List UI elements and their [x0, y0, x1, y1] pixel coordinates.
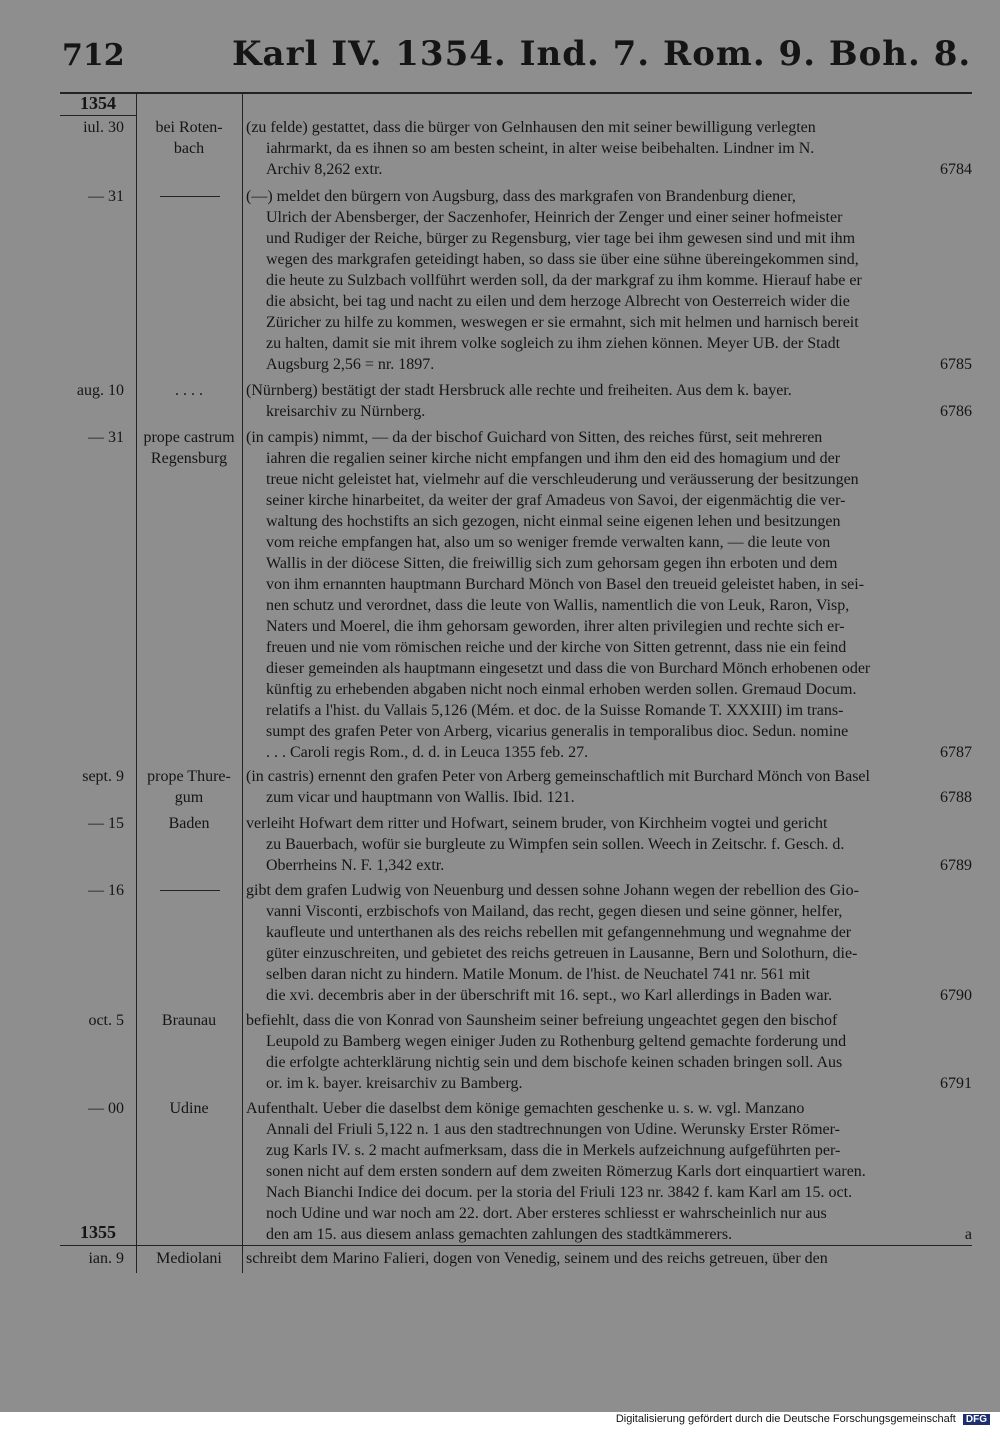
- entry-text-line: [246, 312, 972, 333]
- entry-text-line: [246, 574, 972, 595]
- footer-text: Digitalisierung gefördert durch die Deutsche Forschungsgemeinschaft: [615, 1413, 956, 1425]
- entry-text: [246, 813, 972, 876]
- entry-text-line: [246, 354, 972, 375]
- entry-date: — 31: [88, 188, 124, 205]
- entry-text-line: [246, 448, 972, 469]
- entry-place-line: Udine: [169, 1100, 209, 1117]
- entry-place: [139, 380, 239, 401]
- year-label-1354: 1354: [80, 93, 116, 113]
- entry-text-line-content: seiner kirche hinarbeitet, da weiter der graf Amadeus von Savoi, der eigenmächtig die ver-: [266, 492, 846, 509]
- entry-text-line-content: Leupold zu Bamberg wegen einiger Juden zu Rothenburg geltend gemachte forderung und: [266, 1033, 847, 1050]
- entry-text-line: [246, 637, 972, 658]
- entry-text-line: [246, 249, 972, 270]
- entry-text-line-content: die erfolgte achterklärung nichtig sein und dem bischofe keinen schaden bringen soll. Aus: [266, 1054, 843, 1071]
- entry-text-line-content: zu Bauerbach, wofür sie burgleute zu Wimpfen sein sollen. Weech in Zeitschr. f. Gesch. d.: [266, 836, 845, 853]
- entry-text-line-content: freuen und nie vom römischen reiche und der kirche von Sitten getrennt, dass nie ein feind: [266, 639, 847, 656]
- running-head: Karl IV. 1354. Ind. 7. Rom. 9. Boh. 8.: [232, 34, 972, 74]
- entry-text-line: [246, 333, 972, 354]
- entry-text-line: [246, 922, 972, 943]
- year-label-1355: 1355: [80, 1222, 116, 1242]
- entry-text-line: [246, 1052, 972, 1073]
- entry-text-line: [246, 721, 972, 742]
- entry-text-line: [246, 766, 972, 787]
- entry-text-line-content: nen schutz und verordnet, dass die leute von Wallis, namentlich die von Leuk, Raron, Visp,: [266, 597, 850, 614]
- entry-text-line-content: die heute zu Sulzbach vollführt werden soll, da der markgraf zu ihm komme. Hierauf habe er: [266, 272, 862, 289]
- entry-text-line: [246, 880, 972, 901]
- entry-text: [246, 1010, 972, 1094]
- entry-number: 6785: [940, 356, 972, 373]
- entry-date: sept. 9: [82, 768, 124, 785]
- entry-text-line-content: die absicht, bei tag und nacht zu eilen und dem herzoge Albrecht von Oesterreich wider die: [266, 293, 850, 310]
- entry-text-line: [246, 117, 972, 138]
- entry-number: 6790: [940, 987, 972, 1004]
- entry-text: [246, 380, 972, 422]
- entry-date: — 31: [88, 429, 124, 446]
- entry-text-line-content: von ihm ernannten hauptmann Burchard Mönch von Basel den treueid geleistet haben, in sei-: [266, 576, 865, 593]
- entry-text-line-content: selben daran nicht zu hindern. Matile Monum. de l'hist. de Neuchatel 741 nr. 561 mit: [266, 966, 811, 983]
- entry-text-line: [246, 964, 972, 985]
- entry-text-line: [246, 679, 972, 700]
- entry-text-line: [246, 1073, 972, 1094]
- entry-text-line: [246, 532, 972, 553]
- entry-text-line: [246, 1119, 972, 1140]
- entry-text-line-content: noch Udine und war noch am 22. dort. Aber ersteres schliesst er wahrscheinlich nur aus: [266, 1205, 827, 1222]
- entry-text-line-content: Ulrich der Abensberger, der Saczenhofer, Heinrich der Zenger und einer seiner hofmeister: [266, 209, 843, 226]
- entry-text-line-content: künftig zu erhebenden abgaben nicht noch einmal erhoben werden sollen. Gremaud Docum.: [266, 681, 857, 698]
- entry-text: [246, 427, 972, 763]
- entry-text-line: [246, 1098, 972, 1119]
- entry-place: [139, 1098, 239, 1119]
- entry-number: 6789: [940, 857, 972, 874]
- entry-place-line: bei Roten-: [155, 119, 223, 136]
- entry-text-line: [246, 901, 972, 922]
- column-rule-date: [136, 93, 137, 1273]
- entry-text-line-content: zum vicar und hauptmann von Wallis. Ibid. 121.: [266, 789, 575, 806]
- entry-text-line-content: waltung des hochstifts an sich gezogen, nicht einmal seine eigenen lehen und besitzungen: [266, 513, 841, 530]
- entry-text-line: [246, 742, 972, 763]
- entry-place: [139, 766, 239, 808]
- entry-text-line-content: und Rudiger der Reiche, bürger zu Regensburg, vier tage bei ihm gewesen sind und mit ihm: [266, 230, 856, 247]
- entry-text-line-content: befiehlt, dass die von Konrad von Saunsheim seiner befreiung ungeachtet gegen den bischof: [246, 1012, 838, 1029]
- entry-text-line: [246, 1224, 972, 1245]
- entry-number: 6788: [940, 789, 972, 806]
- entry-text-line: [246, 1203, 972, 1224]
- entry-text-line: [246, 855, 972, 876]
- entry-number: a: [964, 1226, 972, 1243]
- entry-text: [246, 186, 972, 375]
- entry-text-line-content: relatifs a l'hist. du Vallais 5,126 (Mém. et doc. de la Suisse Romande T. XXXIII) im trans-: [266, 702, 844, 719]
- entry-text-line: [246, 985, 972, 1006]
- entry-text-line-content: iahren die regalien seiner kirche nicht empfangen und ihm den eid des homagium und der: [266, 450, 841, 467]
- entry-text-line: [246, 427, 972, 448]
- entry-date: — 16: [88, 882, 124, 899]
- entry-text-line-content: die xvi. decembris aber in der überschrift mit 16. sept., wo Karl allerdings in Baden war.: [266, 987, 833, 1004]
- entry-text-line: [246, 1140, 972, 1161]
- entry-text-line: [246, 1010, 972, 1031]
- entry-text-line-content: güter einzuschreiten, und gebietet des reichs getreuen in Lausanne, Bern und Solothurn, die-: [266, 945, 858, 962]
- entry-text-line-content: sumpt des grafen Peter von Arberg, vicarius generalis in temporalibus dioc. Sedun. nomine: [266, 723, 849, 740]
- page-number: 712: [62, 38, 125, 73]
- entry-text-line: [246, 138, 972, 159]
- entry-text-line: [246, 186, 972, 207]
- entry-place: [139, 813, 239, 834]
- entry-place: [139, 427, 239, 469]
- entry-text-line: [246, 1248, 972, 1269]
- entry-text-line-content: Aufenthalt. Ueber die daselbst dem könige gemachten geschenke u. s. w. vgl. Manzano: [246, 1100, 805, 1117]
- entry-text-line-content: (Nürnberg) bestätigt der stadt Hersbruck alle rechte und freiheiten. Aus dem k. bayer.: [246, 382, 792, 399]
- entry-text: [246, 1248, 972, 1269]
- entry-text-line-content: Oberrheins N. F. 1,342 extr.: [266, 857, 445, 874]
- entry-number: 6787: [940, 744, 972, 761]
- dfg-logo: DFG: [963, 1414, 990, 1425]
- entry-text-line-content: Wallis in der diöcese Sitten, die freiwillig sich zum gehorsam gegen ihn erboten und dem: [266, 555, 838, 572]
- entry-place-line: . . . .: [175, 382, 203, 399]
- column-rule-place: [242, 93, 243, 1273]
- entry-place: [139, 117, 239, 159]
- entry-text: [246, 880, 972, 1006]
- entry-text-line-content: Naters und Moerel, die ihm gehorsam geworden, ihrer alten privilegien und rechte sich er-: [266, 618, 845, 635]
- entry-text-line: [246, 658, 972, 679]
- entry-place-line: Braunau: [161, 1012, 217, 1029]
- entry-text-line: [246, 469, 972, 490]
- entry-place: [139, 1010, 239, 1031]
- entry-date: — 15: [88, 815, 124, 832]
- entry-place-line: gum: [174, 789, 204, 806]
- entry-text: [246, 1098, 972, 1245]
- entry-text-line-content: kreisarchiv zu Nürnberg.: [266, 403, 426, 420]
- entry-text-line: [246, 228, 972, 249]
- entry-date: iul. 30: [83, 119, 124, 136]
- entry-text-line-content: verleiht Hofwart dem ritter und Hofwart, seinem bruder, von Kirchheim vogtei und gericht: [246, 815, 828, 832]
- entry-text-line-content: Annali del Friuli 5,122 n. 1 aus den stadtrechnungen von Udine. Werunsky Erster Römer-: [266, 1121, 840, 1138]
- entry-place-ditto-rule: [160, 890, 220, 891]
- entry-text-line: [246, 553, 972, 574]
- entry-text-line-content: vom reiche empfangen hat, also um so weniger fremde verwalten kann, — die leute von: [266, 534, 831, 551]
- entry-place-ditto-rule: [160, 196, 220, 197]
- entry-text-line-content: Archiv 8,262 extr.: [266, 161, 383, 178]
- entry-place-line: Mediolani: [156, 1250, 222, 1267]
- entry-text-line-content: wegen des markgrafen geteidingt haben, so dass sie über eine sühne übereingekommen sind,: [266, 251, 859, 268]
- entry-place-line: Regensburg: [150, 450, 228, 467]
- entry-text-line-content: (in campis) nimmt, — da der bischof Guichard von Sitten, des reiches fürst, seit mehreren: [246, 429, 823, 446]
- entry-place-line: bach: [173, 140, 205, 157]
- entry-place: [139, 1248, 239, 1269]
- entry-text-line: [246, 490, 972, 511]
- entry-text-line: [246, 595, 972, 616]
- entry-text-line-content: (—) meldet den bürgern von Augsburg, dass des markgrafen von Brandenburg diener,: [246, 188, 796, 205]
- entry-text-line-content: . . . Caroli regis Rom., d. d. in Leuca 1355 feb. 27.: [266, 744, 589, 761]
- entry-text-line-content: sonen nicht auf dem ersten sondern auf dem zweiten Römerzug Karls dort einquartiert waren.: [266, 1163, 866, 1180]
- entry-text-line: [246, 700, 972, 721]
- entry-text-line-content: iahrmarkt, da es ihnen so am besten scheint, in alter weise beibehalten. Lindner im N.: [266, 140, 815, 157]
- entry-text-line: [246, 1161, 972, 1182]
- entry-text-line: [246, 943, 972, 964]
- entry-text-line-content: den am 15. aus diesem anlass gemachten zahlungen des stadtkämmerers.: [266, 1226, 733, 1243]
- entry-text-line: [246, 207, 972, 228]
- entry-place-line: prope Thure-: [147, 768, 231, 785]
- footer-credit: [616, 1413, 990, 1425]
- entry-text-line: [246, 1182, 972, 1203]
- year-rule-1355: [60, 1245, 972, 1246]
- entry-text: [246, 766, 972, 808]
- header-rule: [60, 92, 972, 94]
- entry-text-line-content: gibt dem grafen Ludwig von Neuenburg und dessen sohne Johann wegen der rebellion des Gio-: [246, 882, 859, 899]
- entry-text-line-content: Nach Bianchi Indice dei docum. per la storia del Friuli 123 nr. 3842 f. kam Karl am 15. oct.: [266, 1184, 853, 1201]
- entry-text: [246, 117, 972, 180]
- entry-number: 6784: [940, 161, 972, 178]
- entry-text-line: [246, 159, 972, 180]
- entry-text-line-content: dieser gemeinden als hauptmann eingesetzt und dass die von Burchard Mönch erhobenen oder: [266, 660, 871, 677]
- entry-text-line-content: Augsburg 2,56 = nr. 1897.: [266, 356, 435, 373]
- entry-text-line: [246, 291, 972, 312]
- entry-text-line-content: vanni Visconti, erzbischofs von Mailand, das recht, gegen diesen und seine gönner, helfer,: [266, 903, 843, 920]
- entry-text-line-content: zug Karls IV. s. 2 macht aufmerksam, dass die in Merkels aufzeichnung aufgeführten per-: [266, 1142, 841, 1159]
- entry-date: oct. 5: [88, 1012, 124, 1029]
- entry-text-line: [246, 787, 972, 808]
- entry-text-line-content: Züricher zu hilfe zu kommen, weswegen er sie ermahnt, sich mit helmen und harnisch bereit: [266, 314, 859, 331]
- entry-text-line: [246, 511, 972, 532]
- entry-text-line: [246, 401, 972, 422]
- entry-text-line-content: zu halten, damit sie mit ihrem volke sogleich zu ihm ziehen können. Meyer UB. der Stadt: [266, 335, 841, 352]
- entry-number: 6786: [940, 403, 972, 420]
- entry-text-line: [246, 813, 972, 834]
- entry-text-line-content: (in castris) ernennt den grafen Peter von Arberg gemeinschaftlich mit Burchard Mönch von Basel: [246, 768, 870, 785]
- entry-text-line-content: treue nicht geleistet hat, vielmehr auf die verschleuderung und veräusserung der besitzungen: [266, 471, 859, 488]
- entry-text-line-content: or. im k. bayer. kreisarchiv zu Bamberg.: [266, 1075, 523, 1092]
- entry-place-line: prope castrum: [143, 429, 235, 446]
- entry-text-line: [246, 834, 972, 855]
- entry-text-line: [246, 1031, 972, 1052]
- entry-date: aug. 10: [76, 382, 124, 399]
- entry-number: 6791: [940, 1075, 972, 1092]
- entry-date: — 00: [88, 1100, 124, 1117]
- entry-text-line: [246, 616, 972, 637]
- entry-text-line-content: (zu felde) gestattet, dass die bürger von Gelnhausen den mit seiner bewilligung verlegten: [246, 119, 816, 136]
- year-rule: [60, 115, 136, 116]
- entry-text-line: [246, 380, 972, 401]
- entry-place-line: Baden: [168, 815, 210, 832]
- entry-date: ian. 9: [88, 1250, 124, 1267]
- entry-text-line-content: schreibt dem Marino Falieri, dogen von Venedig, seinem und des reichs getreuen, über den: [246, 1250, 828, 1267]
- entry-text-line: [246, 270, 972, 291]
- entry-text-line-content: kaufleute und unterthanen als des reichs rebellen mit gefangennehmung und wegnahme der: [266, 924, 852, 941]
